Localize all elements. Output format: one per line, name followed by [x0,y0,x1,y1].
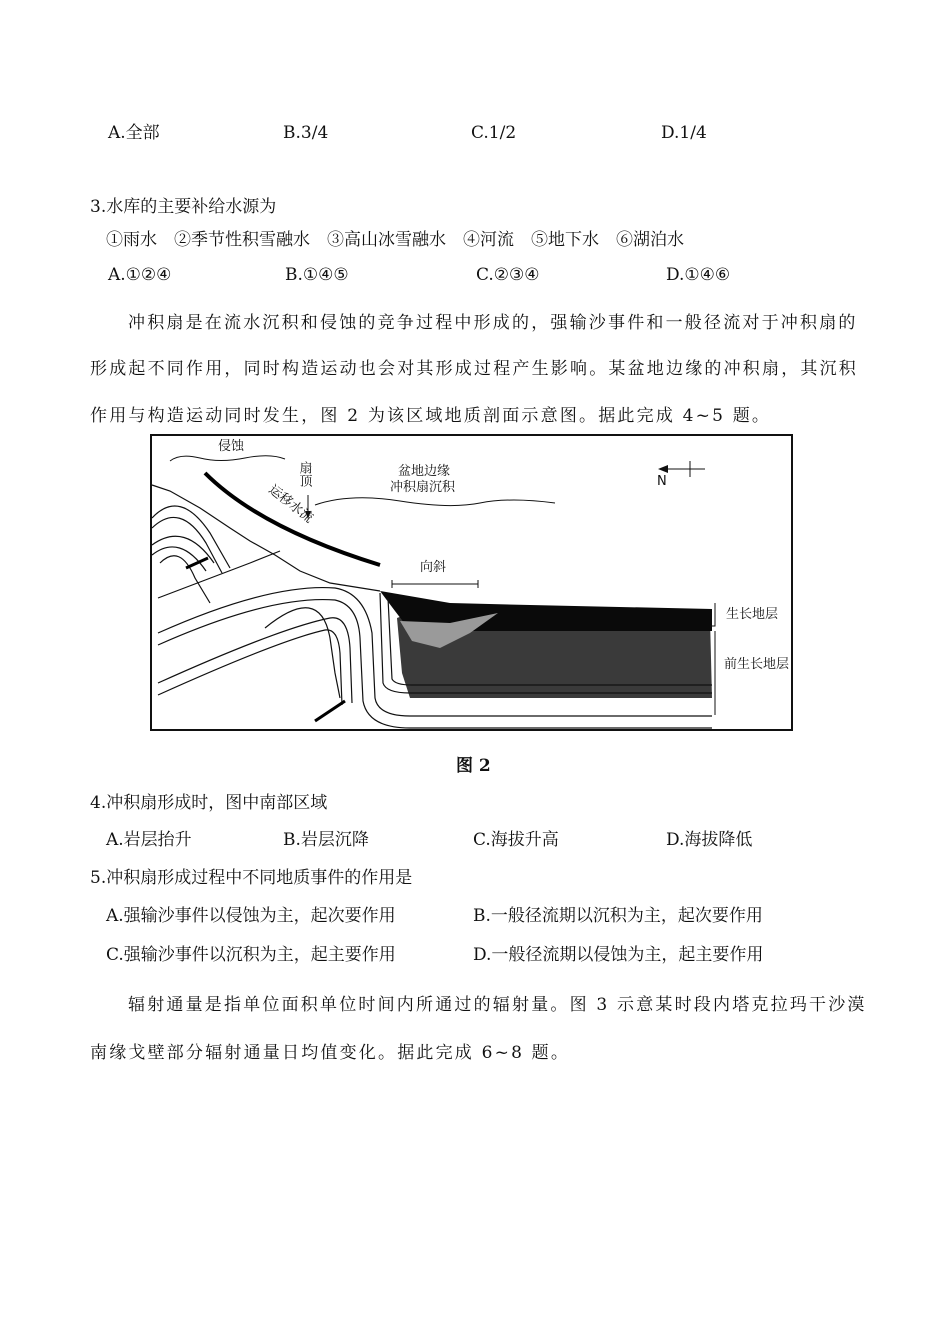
q3-stem: 3.水库的主要补给水源为 [90,197,277,217]
label-transport-flow: 运移水流 [265,482,316,527]
q4-option-b: B.岩层沉降 [283,830,369,850]
label-fan-apex: 扇顶 [296,461,312,487]
label-growth-strata: 生长地层 [726,607,779,622]
q5-option-b: B.一般径流期以沉积为主，起次要作用 [473,906,763,926]
passage2-line: 辐射通量是指单位面积单位时间内所通过的辐射量。图 3 示意某时段内塔克拉玛干沙漠 [128,995,867,1015]
label-fan-deposit-2: 冲积扇沉积 [390,480,456,495]
q3-option-b: B.①④⑤ [285,265,349,285]
q4-stem: 4.冲积扇形成时，图中南部区域 [90,793,328,813]
passage1-line: 形成起不同作用，同时构造运动也会对其形成过程产生影响。某盆地边缘的冲积扇，其沉积 [90,359,858,379]
q5-option-a: A.强输沙事件以侵蚀为主，起次要作用 [106,906,396,926]
label-pre-growth-strata: 前生长地层 [724,657,790,672]
q2-option-a: A.全部 [108,123,160,143]
q4-option-a: A.岩层抬升 [106,830,192,850]
q3-items: ①雨水 ②季节性积雪融水 ③高山冰雪融水 ④河流 ⑤地下水 ⑥湖泊水 [106,230,684,250]
label-fan-deposit-1: 盆地边缘 [398,464,451,479]
q5-option-c: C.强输沙事件以沉积为主，起主要作用 [106,945,396,965]
q3-option-c: C.②③④ [476,265,540,285]
label-syncline: 向斜 [420,560,447,575]
q2-option-d: D.1/4 [661,123,707,143]
q2-option-b: B.3/4 [283,123,329,143]
passage2-line: 南缘戈壁部分辐射通量日均值变化。据此完成 6~8 题。 [90,1043,571,1063]
passage1-line: 冲积扇是在流水沉积和侵蚀的竞争过程中形成的，强输沙事件和一般径流对于冲积扇的 [128,313,858,333]
label-erosion: 侵蚀 [218,439,245,454]
q4-option-d: D.海拔降低 [666,830,753,850]
q3-option-a: A.①②④ [108,265,172,285]
q5-option-d: D.一般径流期以侵蚀为主，起主要作用 [473,945,764,965]
passage1-line: 作用与构造运动同时发生，图 2 为该区域地质剖面示意图。据此完成 4~5 题。 [90,406,772,426]
q5-stem: 5.冲积扇形成过程中不同地质事件的作用是 [90,868,413,888]
figure-caption: 图 2 [456,756,491,776]
label-north: N [657,474,667,489]
q4-option-c: C.海拔升高 [473,830,559,850]
q2-option-c: C.1/2 [471,123,517,143]
geologic-profile-figure [150,433,795,733]
q3-option-d: D.①④⑥ [666,265,731,285]
